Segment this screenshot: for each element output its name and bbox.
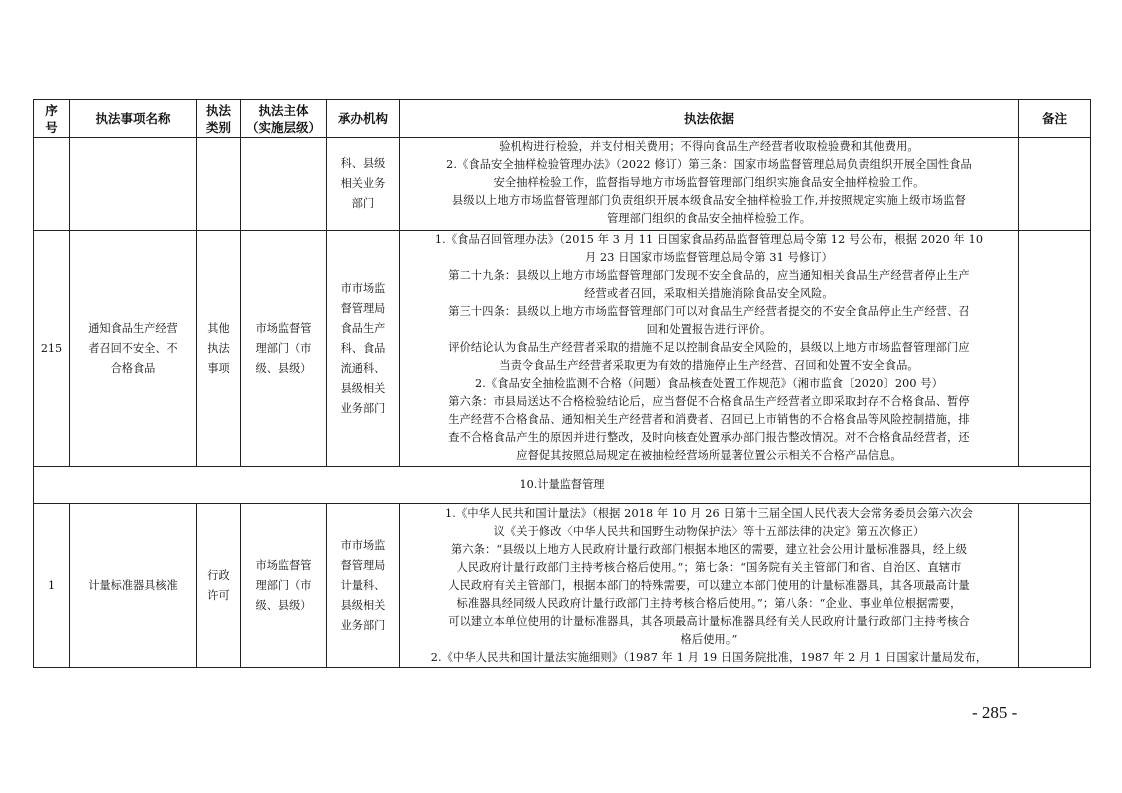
cell-item: 通知食品生产经营 者召回不安全、不 合格食品 [70, 231, 197, 467]
header-dept: 承办机构 [327, 100, 400, 138]
cell-subject: 市场监督管 理部门（市 级、县级） [241, 504, 327, 668]
cell-basis: 1.《中华人民共和国计量法》（根据 2018 年 10 月 26 日第十三届全国人民代表大会常务委员会第六次会 议《关于修改〈中华人民共和国野生动物保护法〉等十五部法律的决定》第五次修正） 第六条：“县级以上地方人民政府计量行政部门根据本地区的需要，建立社会公用计量标准器具，经上级 人民政府计量行政部门主持考核合格后使用。”；第七条：“国务院有关主管部门和省、自治区、直辖市 人民政府有关主管部门，根据本部门的特殊需要，可以建立本部门使用的计量标准器具，其各项最高计量 标准器具经同级人民政府计量行政部门主持考核合格后使用。”；第八条：“企业、事业单位根据需要， 可以建立本单位使用的计量标准器具，其各项最高计量标准器具经有关人民政府计量行政部门主持考核合 格后使用。” 2.《中华人民共和国计量法实施细则》（1987 年 1 月 19 日国务院批准，1987 年 2 月 1 日国家计量局发布， [400, 504, 1019, 668]
header-basis: 执法依据 [400, 100, 1019, 138]
header-row [34, 100, 1091, 138]
cell-dept: 市市场监 督管理局 计量科、 县级相关 业务部门 [327, 504, 400, 668]
cell-basis: 验机构进行检验，并支付相关费用；不得向食品生产经营者收取检验费和其他费用。 2.《食品安全抽样检验管理办法》（2022 修订）第三条：国家市场监督管理总局负责组织开展全国性食品 安全抽样检验工作，监督指导地方市场监督管理部门组织实施食品安全抽样检验工作。 县级以上地方市场监督管理部门负责组织开展本级食品安全抽样检验工作,并按照规定实施上级市场监督 管理部门组织的食品安全抽样检验工作。 [400, 138, 1019, 231]
cell-subject [241, 138, 327, 231]
cell-dept: 市市场监 督管理局 食品生产 科、食品 流通科、 县级相关 业务部门 [327, 231, 400, 467]
page-number: - 285 - [972, 703, 1018, 722]
table-row-1 [34, 504, 1091, 668]
header-subject: 执法主体 （实施层级） [241, 100, 327, 138]
enforcement-table [33, 99, 1091, 668]
section-row [34, 467, 1091, 504]
header-item-name: 执法事项名称 [70, 100, 197, 138]
cell-remark [1019, 504, 1091, 668]
section-title: 10.计量监督管理 [34, 467, 1091, 504]
cell-seq [34, 138, 70, 231]
cell-category [197, 138, 241, 231]
header-remark: 备注 [1019, 100, 1091, 138]
cell-category: 其他 执法 事项 [197, 231, 241, 467]
cell-seq: 215 [34, 231, 70, 467]
header-category: 执法 类别 [197, 100, 241, 138]
cell-category: 行政 许可 [197, 504, 241, 668]
header-seq: 序 号 [34, 100, 70, 138]
cell-remark [1019, 231, 1091, 467]
cell-remark [1019, 138, 1091, 231]
cell-subject: 市场监督管 理部门（市 级、县级） [241, 231, 327, 467]
cell-item [70, 138, 197, 231]
table-row-continued [34, 138, 1091, 231]
table-row-215 [34, 231, 1091, 467]
cell-dept: 科、县级 相关业务 部门 [327, 138, 400, 231]
cell-item: 计量标准器具核准 [70, 504, 197, 668]
cell-seq: 1 [34, 504, 70, 668]
cell-basis: 1.《食品召回管理办法》（2015 年 3 月 11 日国家食品药品监督管理总局令第 12 号公布，根据 2020 年 10 月 23 日国家市场监督管理总局令第 31 号修订） 第二十九条：县级以上地方市场监督管理部门发现不安全食品的，应当通知相关食品生产经营者停止生产 经营或者召回，采取相关措施消除食品安全风险。 第三十四条：县级以上地方市场监督管理部门可以对食品生产经营者提交的不安全食品停止生产经营、召 回和处置报告进行评价。 评价结论认为食品生产经营者采取的措施不足以控制食品安全风险的，县级以上地方市场监督管理部门应 当责令食品生产经营者采取更为有效的措施停止生产经营、召回和处置不安全食品。 2.《食品安全抽检监测不合格（问题）食品核查处置工作规范》（湘市监食〔2020〕200 号） 第六条：市县局送达不合格检验结论后，应当督促不合格食品生产经营者立即采取封存不合格食品、暂停 生产经营不合格食品、通知相关生产经营者和消费者、召回已上市销售的不合格食品等风险控制措施，排 查不合格食品产生的原因并进行整改，及时向核查处置承办部门报告整改情况。对不合格食品经营者，还 应督促其按照总局规定在被抽检经营场所显著位置公示相关不合格产品信息。 [400, 231, 1019, 467]
